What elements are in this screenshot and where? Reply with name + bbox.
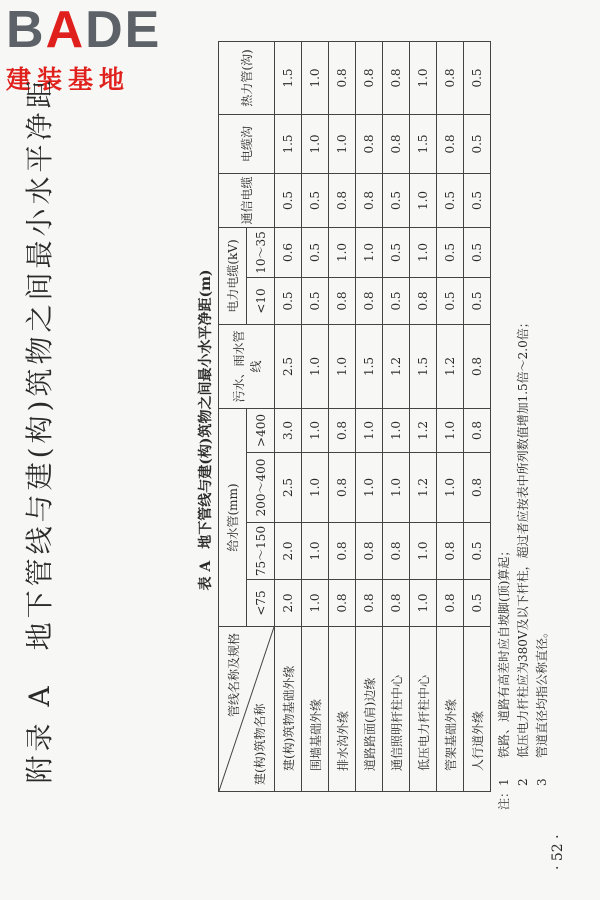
table-cell: 0.5	[464, 278, 491, 325]
corner-top-label: 管线名称及规格	[227, 633, 241, 718]
notes-prefix: 注：	[497, 785, 511, 810]
table-corner-header	[219, 627, 275, 792]
table-cell: 0.8	[410, 278, 437, 325]
table-cell: 1.2	[410, 409, 437, 453]
clearance-table	[218, 41, 491, 792]
table-cell: 0.5	[437, 174, 464, 228]
table-cell: 0.5	[302, 228, 329, 278]
table-cell: 2.0	[275, 523, 302, 580]
table-cell: 0.5	[275, 278, 302, 325]
table-cell: 1.0	[410, 523, 437, 580]
row-label: 建(构)筑物基础外缘	[275, 627, 302, 792]
table-cell: 0.5	[464, 115, 491, 174]
table-cell: 1.0	[302, 42, 329, 115]
note-line	[495, 50, 514, 810]
table-notes	[495, 50, 552, 810]
header-heat-pipe: 热力管(沟)	[219, 42, 275, 115]
table-cell: 0.5	[464, 580, 491, 627]
table-row	[302, 42, 329, 792]
table-cell: 0.8	[329, 580, 356, 627]
row-label: 排水沟外缘	[329, 627, 356, 792]
note-number: 1	[497, 778, 511, 786]
appendix-title: 附录 A 地下管线与建(构)筑物之间最小水平净距	[23, 76, 56, 784]
table-cell: 0.8	[464, 409, 491, 453]
table-cell: 1.0	[302, 325, 329, 409]
table-cell: 0.5	[464, 228, 491, 278]
table-cell: 1.5	[275, 42, 302, 115]
table-row	[437, 42, 464, 792]
table-cell: 1.0	[410, 42, 437, 115]
header-water-pipe: 给水管(mm)	[219, 409, 247, 627]
row-label: 围墙基础外缘	[302, 627, 329, 792]
table-cell: 3.0	[275, 409, 302, 453]
table-cell: 0.5	[437, 228, 464, 278]
table-cell: 1.0	[302, 409, 329, 453]
table-caption	[195, 70, 215, 790]
header-water-200-400: 200～400	[247, 453, 275, 523]
note-number: 2	[516, 778, 530, 786]
table-row	[464, 42, 491, 792]
rotated-page	[10, 20, 595, 890]
table-cell: 0.8	[356, 115, 383, 174]
table-row	[329, 42, 356, 792]
table-cell: 0.8	[437, 42, 464, 115]
table-cell: 0.8	[329, 453, 356, 523]
table-cell: 1.0	[302, 580, 329, 627]
row-label: 低压电力杆柱中心	[410, 627, 437, 792]
table-cell: 0.8	[464, 453, 491, 523]
table-label: 表 A	[198, 560, 214, 591]
table-cell: 0.5	[275, 174, 302, 228]
table-cell: 0.8	[329, 409, 356, 453]
page-number: · 52 ·	[550, 834, 566, 870]
table-row	[356, 42, 383, 792]
table-cell: 1.0	[437, 453, 464, 523]
logo-chinese-text: 建装基地	[6, 65, 131, 94]
table-cell: 0.5	[437, 278, 464, 325]
table-cell: 2.5	[275, 453, 302, 523]
table-cell: 1.2	[437, 325, 464, 409]
table-cell: 0.8	[383, 115, 410, 174]
table-cell: 0.5	[464, 174, 491, 228]
table-cell: 0.8	[464, 325, 491, 409]
table-cell: 0.8	[356, 523, 383, 580]
table-caption-text: 地下管线与建(构)筑物之间最小水平净距(m)	[198, 269, 214, 549]
table-cell: 0.8	[383, 523, 410, 580]
table-body	[275, 42, 491, 792]
table-cell: 0.8	[437, 580, 464, 627]
table-cell: 2.0	[275, 580, 302, 627]
table-cell: 1.0	[437, 409, 464, 453]
note-text: 铁路、道路有高差时应自坡脚(顶)算起；	[497, 544, 511, 758]
table-cell: 1.0	[410, 228, 437, 278]
logo-letter-a: A	[45, 1, 86, 59]
table-cell: 1.0	[383, 409, 410, 453]
logo-letters-de: DE	[85, 1, 162, 59]
table-cell: 0.5	[302, 174, 329, 228]
row-label: 道路路面(肩)边缘	[356, 627, 383, 792]
header-power-lt10: <10	[247, 278, 275, 325]
table-cell: 0.8	[383, 580, 410, 627]
header-sewage-pipe: 污水、雨水管线	[219, 325, 275, 409]
table-cell: 1.0	[383, 453, 410, 523]
header-water-75-150: 75～150	[247, 523, 275, 580]
note-text: 低压电力杆柱应为380V及以下杆柱，超过者应按表中所列数值增加1.5倍～2.0倍；	[516, 316, 530, 758]
table-cell: 1.5	[275, 115, 302, 174]
table-cell: 0.8	[329, 523, 356, 580]
corner-bottom-label: 建(构)筑物名称	[253, 703, 267, 785]
table-cell: 1.2	[383, 325, 410, 409]
table-cell: 1.5	[410, 325, 437, 409]
table-cell: 1.0	[356, 453, 383, 523]
table-cell: 1.5	[356, 325, 383, 409]
table-cell: 0.8	[329, 174, 356, 228]
table-cell: 1.0	[356, 228, 383, 278]
table-cell: 1.2	[410, 453, 437, 523]
header-power-cable: 电力电缆(kV)	[219, 228, 247, 325]
table-cell: 0.8	[437, 523, 464, 580]
table-cell: 0.8	[356, 42, 383, 115]
table-cell: 0.5	[383, 278, 410, 325]
note-number: 3	[535, 778, 549, 786]
table-cell: 1.0	[329, 115, 356, 174]
table-row	[275, 42, 302, 792]
header-power-10-35: 10～35	[247, 228, 275, 278]
table-cell: 1.0	[302, 453, 329, 523]
table-cell: 0.8	[383, 42, 410, 115]
note-line	[514, 50, 533, 810]
header-cable-trench: 电缆沟	[219, 115, 275, 174]
table-cell: 0.8	[356, 174, 383, 228]
table-cell: 0.6	[275, 228, 302, 278]
logo-letter-b: B	[6, 1, 46, 59]
table-cell: 0.8	[329, 278, 356, 325]
table-cell: 1.0	[302, 115, 329, 174]
header-telecom-cable: 通信电缆	[219, 174, 275, 228]
table-cell: 1.0	[302, 523, 329, 580]
table-cell: 1.0	[329, 325, 356, 409]
table-row	[410, 42, 437, 792]
table-row	[383, 42, 410, 792]
table-cell: 0.8	[356, 278, 383, 325]
table-cell: 0.8	[329, 42, 356, 115]
table-cell: 0.5	[383, 228, 410, 278]
table-cell: 0.5	[302, 278, 329, 325]
table-cell: 1.5	[410, 115, 437, 174]
row-label: 通信照明杆柱中心	[383, 627, 410, 792]
table-cell: 0.8	[356, 580, 383, 627]
table-cell: 1.0	[329, 228, 356, 278]
table-cell: 0.5	[464, 523, 491, 580]
note-text: 管道直径均指公称直径。	[535, 625, 549, 758]
table-cell: 1.0	[410, 174, 437, 228]
row-label: 人行道外缘	[464, 627, 491, 792]
table-cell: 0.5	[464, 42, 491, 115]
table-cell: 1.0	[410, 580, 437, 627]
header-water-gt400: >400	[247, 409, 275, 453]
table-cell: 2.5	[275, 325, 302, 409]
table-cell: 1.0	[356, 409, 383, 453]
table-cell: 0.8	[437, 115, 464, 174]
note-line	[533, 50, 552, 810]
header-water-lt75: <75	[247, 580, 275, 627]
row-label: 管架基础外缘	[437, 627, 464, 792]
table-cell: 0.5	[383, 174, 410, 228]
